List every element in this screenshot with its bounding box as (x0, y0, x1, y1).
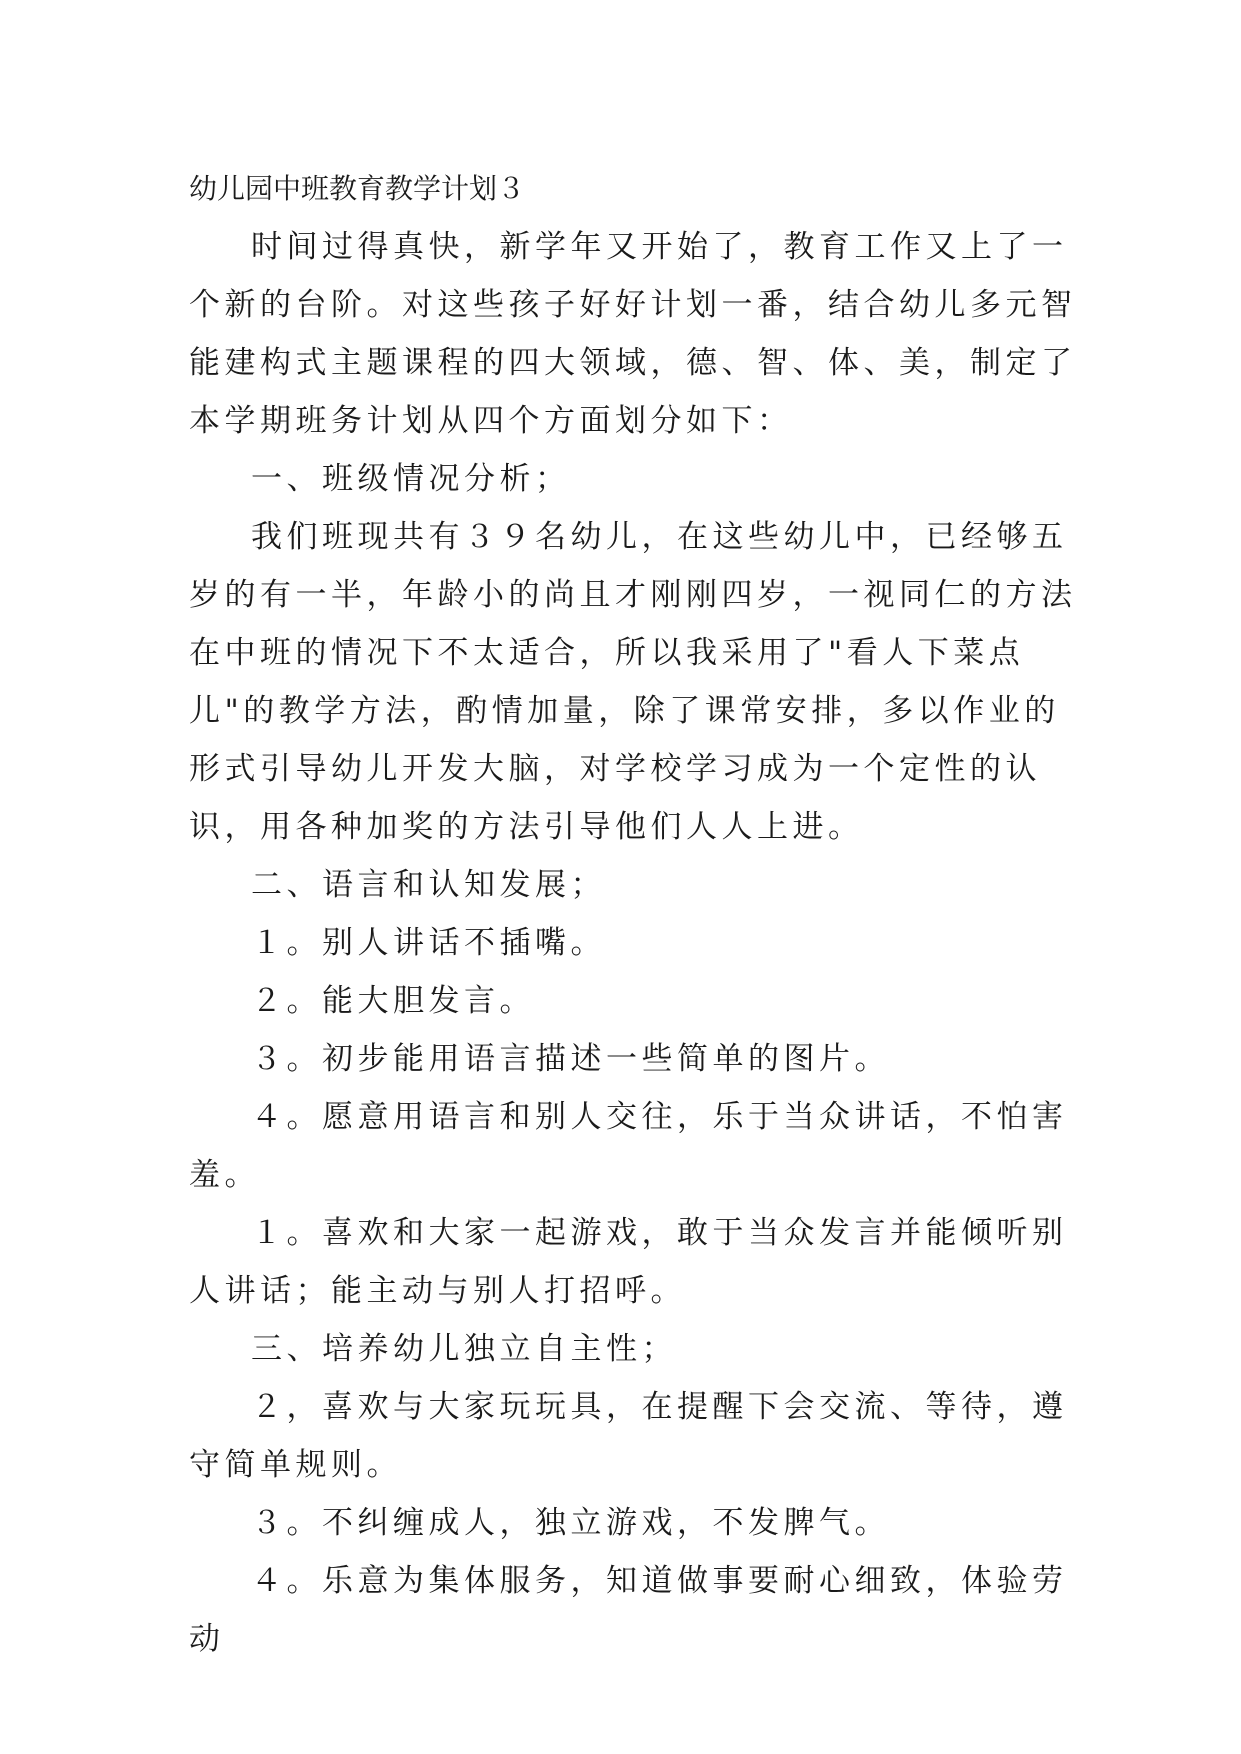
list-item: ３。初步能用语言描述一些简单的图片。 (251, 1041, 890, 1077)
paragraph-class-analysis: 我们班现共有３９名幼儿，在这些幼儿中，已经够五岁的有一半，年龄小的尚且才刚刚四岁，一视同仁的方法在中班的情况下不太适合，所以我采用了"看人下菜点儿"的教学方法，酌情加量，除了课常安排，多以作业的形式引导幼儿开发大脑，对学校学习成为一个定性的认识，用各种加奖的方法引导他们人人上进。 (189, 519, 1077, 845)
section-heading-class-analysis: 一、班级情况分析； (251, 461, 571, 497)
list-item: １。别人讲话不插嘴。 (251, 925, 606, 961)
section-heading-independence: 三、培养幼儿独立自主性； (251, 1331, 677, 1367)
list-item: １。喜欢和大家一起游戏，敢于当众发言并能倾听别人讲话；能主动与别人打招呼。 (189, 1215, 1068, 1309)
list-item: ３。不纠缠成人，独立游戏，不发脾气。 (251, 1505, 890, 1541)
list-item: ２，喜欢与大家玩玩具，在提醒下会交流、等待，遵守简单规则。 (189, 1389, 1068, 1483)
list-item: ４。愿意用语言和别人交往，乐于当众讲话，不怕害羞。 (189, 1099, 1068, 1193)
list-item: ４。乐意为集体服务，知道做事要耐心细致，体验劳动 (189, 1563, 1068, 1657)
section-heading-language-cognition: 二、语言和认知发展； (251, 867, 606, 903)
document-title: 幼儿园中班教育教学计划３ (189, 172, 526, 205)
document-body (189, 160, 1079, 1668)
paragraph-intro: 时间过得真快，新学年又开始了，教育工作又上了一个新的台阶。对这些孩子好好计划一番，结合幼儿多元智能建构式主题课程的四大领域，德、智、体、美，制定了本学期班务计划从四个方面划分如下： (189, 229, 1077, 439)
list-item: ２。能大胆发言。 (251, 983, 535, 1019)
